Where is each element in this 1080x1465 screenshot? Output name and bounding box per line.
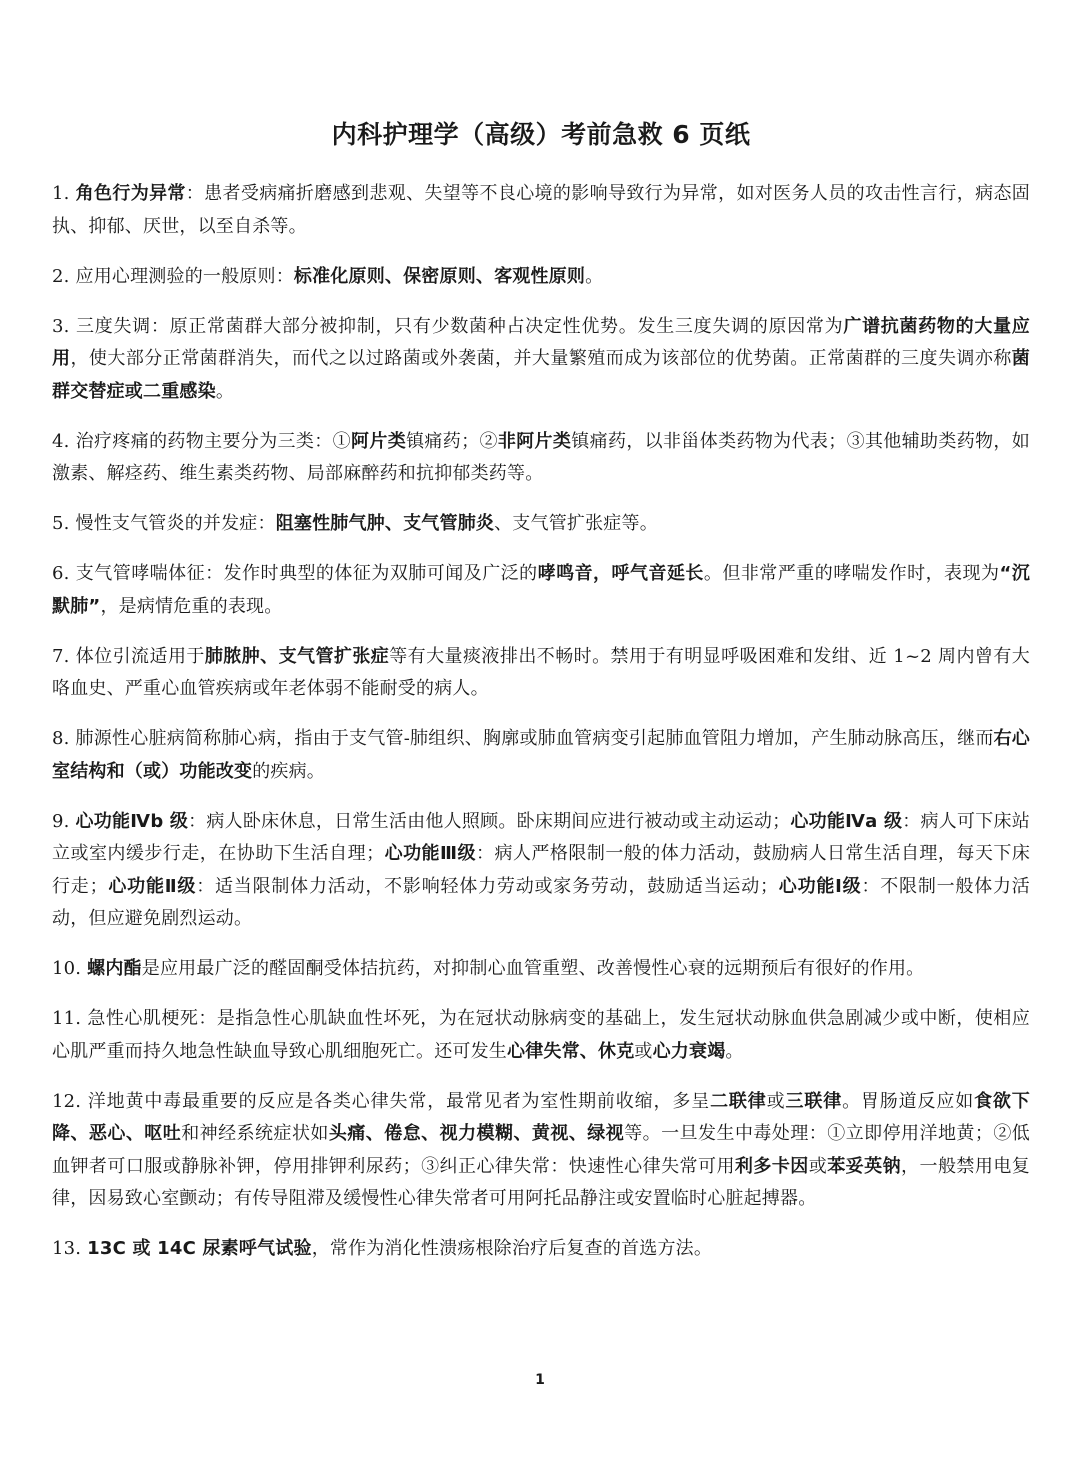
page-title: 内科护理学（高级）考前急救 6 页纸 [331, 120, 751, 149]
item-text: 。 [725, 1040, 744, 1062]
bold-term: 三联律 [785, 1090, 843, 1112]
item-text: 等。一旦发生中毒处理：①立即停用洋地黄；②低血钾者可口服或静脉补钾，停用排钾利尿药；③纠正心律失常：快速性心律失常可用 [52, 1123, 1031, 1177]
bold-term: 心功能Ⅱ级 [107, 875, 197, 897]
item-text: 5. 慢性支气管炎的并发症： [52, 513, 276, 534]
bold-term: 菌群交替症或二重感染 [52, 348, 1030, 402]
item-text: 是应用最广泛的醛固酮受体拮抗药，对抑制心血管重塑、改善慢性心衰的远期预后有很好的作用。 [141, 958, 925, 979]
list-item [52, 641, 1030, 706]
item-text: 11. 急性心肌梗死：是指急性心肌缺血性坏死，为在冠状动脉病变的基础上，发生冠状动脉血供急剧减少或中断，使相应心肌严重而持久地急性缺血导致心肌细胞死亡。还可发生 [52, 1008, 1030, 1062]
bold-term: “沉默肺” [52, 563, 1030, 617]
bold-term: 利多卡因 [734, 1155, 809, 1177]
list-item [52, 558, 1030, 623]
item-text: 的疾病。 [252, 760, 326, 782]
bold-term: 广谱抗菌药物的大量应用 [52, 315, 1030, 369]
item-text: 7. 体位引流适用于 [52, 645, 205, 667]
bold-term: 心律失常、休克 [507, 1040, 635, 1062]
bold-term: 头痛、倦怠、视力模糊、黄视、绿视 [328, 1123, 625, 1144]
list-item [52, 953, 1030, 986]
item-text: ：病人可下床站立或室内缓步行走，在协助下生活自理； [52, 810, 1030, 864]
item-text: ：病人严格限制一般的体力活动，鼓励病人日常生活自理，每天下床行走； [52, 843, 1031, 897]
item-text: 、支气管扩张症等。 [494, 513, 658, 534]
bold-term: 心力衰竭 [652, 1040, 726, 1062]
bold-term: 心功能Ⅳb 级 [75, 810, 189, 832]
bold-term: 阿片类 [350, 430, 407, 452]
bold-term: 右心室结构和（或）功能改变 [52, 728, 1030, 782]
list-item [52, 261, 1030, 294]
item-text: 3. 三度失调：原正常菌群大部分被抑制，只有少数菌种占决定性优势。发生三度失调的原因常为 [52, 315, 844, 337]
item-text: 9. [52, 810, 76, 832]
list-item [52, 1003, 1030, 1068]
bold-term: 苯妥英钠 [827, 1155, 902, 1177]
list-item [52, 1233, 1030, 1266]
item-text: 或 [808, 1155, 828, 1177]
bold-term: 角色行为异常 [75, 183, 186, 204]
bold-term: 螺内酯 [87, 958, 142, 979]
item-text: 或 [634, 1040, 653, 1062]
item-text: ：适当限制体力活动，不影响轻体力劳动或家务劳动，鼓励适当运动； [196, 875, 779, 897]
bold-term: 心功能Ⅰ级 [778, 875, 862, 897]
item-text: 13. [52, 1238, 88, 1259]
item-text: 和神经系统症状如 [181, 1123, 329, 1144]
item-text: ，常作为消化性溃疡根除治疗后复查的首选方法。 [311, 1238, 713, 1259]
item-text: 镇痛药；② [406, 430, 498, 452]
item-text: 1. [52, 183, 76, 204]
item-text: ，一般禁用电复律，因易致心室颤动；有传导阻滞及缓慢性心律失常者可用阿托品静注或安置临时心脏起搏器。 [52, 1155, 1030, 1209]
item-text: 等有大量痰液排出不畅时。禁用于有明显呼吸困难和发绀、近 1~2 周内曾有大咯血史、严重心血管疾病或年老体弱不能耐受的病人。 [52, 645, 1030, 699]
bold-term: 非阿片类 [497, 430, 572, 452]
item-list [52, 178, 1030, 1266]
bold-term: 13C 或 14C 尿素呼气试验 [87, 1238, 312, 1259]
bold-term: 标准化原则、保密原则、客观性原则 [293, 265, 586, 287]
item-text: 。 [215, 380, 235, 402]
item-text: ，是病情危重的表现。 [100, 595, 283, 617]
item-text: 2. 应用心理测验的一般原则： [52, 265, 294, 287]
list-item [52, 1086, 1030, 1216]
page-number: 1 [535, 1372, 545, 1388]
item-text: ：病人卧床休息，日常生活由他人照顾。卧床期间应进行被动或主动运动； [188, 810, 791, 832]
list-item [52, 426, 1030, 491]
item-text: ：患者受病痛折磨感到悲观、失望等不良心境的影响导致行为异常，如对医务人员的攻击性言行，病态固执、抑郁、厌世，以至自杀等。 [52, 183, 1030, 237]
item-text: 4. 治疗疼痛的药物主要分为三类：① [52, 430, 351, 452]
bold-term: 食欲下降、恶心、呕吐 [52, 1090, 1030, 1144]
bold-term: 阻塞性肺气肿、支气管肺炎 [275, 513, 495, 534]
bold-term: 哮鸣音，呼气音延长 [537, 563, 704, 584]
item-text: 12. 洋地黄中毒最重要的反应是各类心律失常，最常见者为室性期前收缩，多呈 [52, 1090, 711, 1112]
item-text: 。但非常严重的哮喘发作时，表现为 [703, 563, 1000, 584]
item-text: 8. 肺源性心脏病简称肺心病，指由于支气管-肺组织、胸廓或肺血管病变引起肺血管阻力增加，产生肺动脉高压，继而 [52, 728, 994, 749]
bold-term: 心功能Ⅳa 级 [790, 810, 903, 832]
bold-term: 肺脓肿、支气管扩张症 [204, 645, 390, 667]
item-text: 。胃肠道反应如 [842, 1090, 975, 1112]
item-text: 10. [52, 958, 88, 979]
item-text: ，使大部分正常菌群消失，而代之以过路菌或外袭菌，并大量繁殖而成为该部位的优势菌。正常菌群的三度失调亦称 [70, 348, 1012, 369]
list-item [52, 806, 1030, 936]
bold-term: 二联律 [710, 1090, 767, 1112]
item-text: ：不限制一般体力活动，但应避免剧烈运动。 [52, 875, 1031, 929]
list-item [52, 723, 1030, 788]
item-text: 6. 支气管哮喘体征：发作时典型的体征为双肺可闻及广泛的 [52, 563, 538, 584]
list-item [52, 508, 1030, 541]
bold-term: 心功能Ⅲ级 [384, 843, 476, 864]
item-text: 镇痛药，以非甾体类药物为代表；③其他辅助类药物，如激素、解痉药、维生素类药物、局部麻醉药和抗抑郁类药等。 [52, 430, 1030, 484]
list-item [52, 311, 1030, 409]
list-item [52, 178, 1030, 243]
item-text: 或 [766, 1090, 786, 1112]
item-text: 。 [585, 265, 604, 287]
